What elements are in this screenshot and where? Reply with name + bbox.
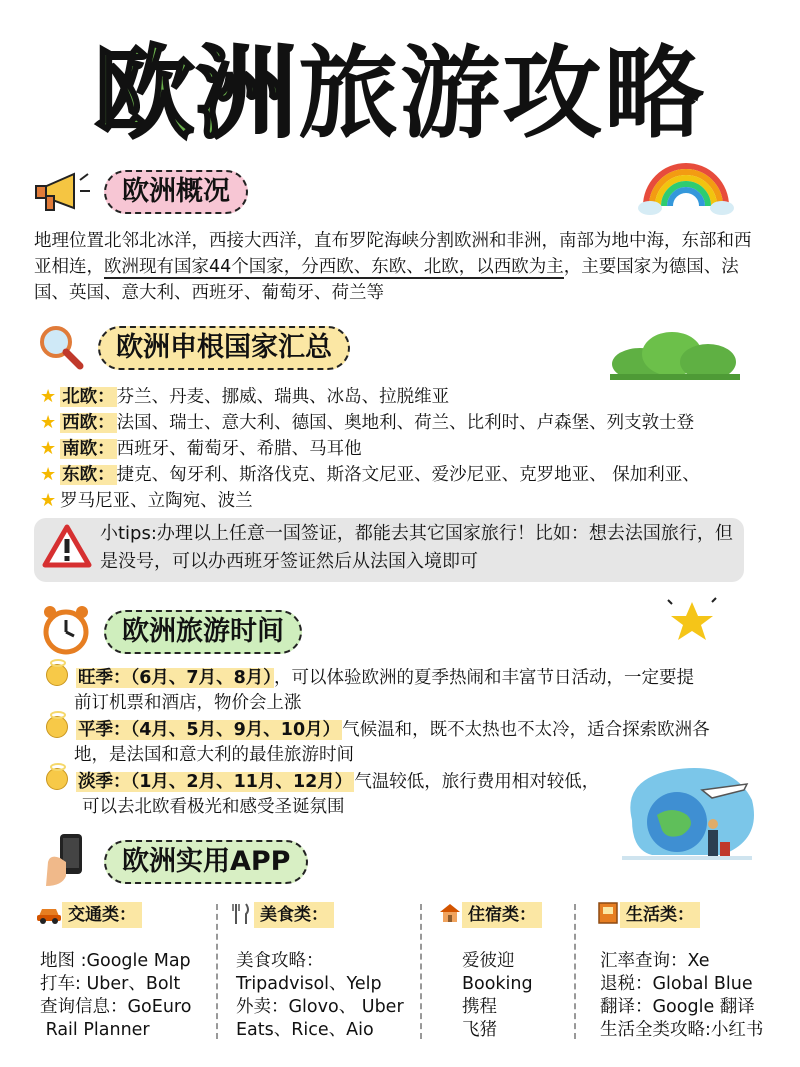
page-title bbox=[0, 20, 800, 150]
star-icon: ★ bbox=[40, 438, 57, 459]
app-line: Rail Planner bbox=[40, 1020, 150, 1040]
schengen-row bbox=[40, 384, 449, 410]
smiley-icon bbox=[46, 768, 68, 790]
app-line: 携程 bbox=[462, 997, 497, 1017]
app-category-life: 生活类： bbox=[620, 902, 700, 928]
season-label: 旺季：（6月、7月、8月） bbox=[78, 668, 273, 688]
schengen-row bbox=[40, 410, 694, 436]
schengen-heading: 欧洲申根国家汇总 bbox=[98, 326, 350, 370]
app-line: 生活全类攻略:小红书 bbox=[600, 1020, 764, 1040]
column-divider bbox=[420, 904, 422, 1039]
app-line: 飞猪 bbox=[462, 1020, 497, 1040]
column-divider bbox=[574, 904, 576, 1039]
app-line: Eats、Rice、Aio bbox=[236, 1020, 374, 1040]
region-label: 东欧： bbox=[62, 465, 115, 485]
app-line: 汇率查询：Xe bbox=[600, 951, 710, 971]
region-countries: 西班牙、葡萄牙、希腊、马耳他 bbox=[116, 439, 362, 459]
season-peak bbox=[46, 664, 694, 691]
season-low-cont: 可以去北欧看极光和感受圣诞氛围 bbox=[82, 797, 345, 817]
apps-heading: 欧洲实用APP bbox=[104, 840, 308, 884]
sun-icon bbox=[664, 596, 720, 652]
app-category-transport: 交通类： bbox=[62, 902, 142, 928]
globe-airplane-icon bbox=[612, 760, 762, 874]
warning-icon bbox=[42, 524, 92, 572]
season-peak-cont: 前订机票和酒店，物价会上涨 bbox=[74, 693, 302, 713]
app-line: Booking bbox=[462, 974, 533, 994]
region-label: 北欧： bbox=[62, 387, 115, 407]
title-black: 旅游攻略 bbox=[298, 35, 706, 152]
app-line: 退税：Global Blue bbox=[600, 974, 753, 994]
cutlery-icon bbox=[230, 902, 252, 930]
app-line: 美食攻略： bbox=[236, 951, 324, 971]
book-icon bbox=[596, 900, 620, 930]
house-icon bbox=[438, 902, 462, 928]
season-label: 平季：（4月、5月、9月、10月） bbox=[78, 720, 341, 740]
season-shoulder-cont: 地，是法国和意大利的最佳旅游时间 bbox=[74, 745, 354, 765]
season-text: ，可以体验欧洲的夏季热闹和丰富节日活动，一定要提 bbox=[274, 668, 695, 688]
overview-text-post: ，主要国家为德国、法国、英国、意大利、西班牙、葡萄牙、荷兰等 bbox=[34, 257, 739, 303]
overview-text-pre: 地理位置北邻北冰洋，西接大西洋，直布罗陀海峡分割欧洲和非洲，南部为地中海，东部和西亚相连， bbox=[34, 231, 752, 277]
megaphone-icon bbox=[34, 168, 94, 222]
tips-text: 小tips:办理以上任意一国签证，都能去其它国家旅行！比如：想去法国旅行，但是没号，可以办西班牙签证然后从法国入境即可 bbox=[100, 523, 733, 572]
region-label: 西欧： bbox=[62, 413, 115, 433]
season-low bbox=[46, 768, 599, 795]
car-icon bbox=[36, 904, 62, 928]
region-countries: 捷克、匈牙利、斯洛伐克、斯洛文尼亚、爱沙尼亚、克罗地亚、 保加利亚、 bbox=[116, 465, 700, 485]
star-icon: ★ bbox=[40, 386, 57, 407]
bush-icon bbox=[610, 326, 740, 385]
star-icon: ★ bbox=[40, 412, 57, 433]
overview-text-emphasis: 欧洲现有国家44个国家，分西欧、东欧、北欧，以西欧为主 bbox=[104, 257, 564, 277]
app-line: 外卖：Glovo、 Uber bbox=[236, 997, 404, 1017]
region-countries: 芬兰、丹麦、挪威、瑞典、冰岛、拉脱维亚 bbox=[116, 387, 450, 407]
star-icon: ★ bbox=[40, 490, 57, 511]
season-shoulder bbox=[46, 716, 710, 743]
title-green: 欧洲 bbox=[94, 35, 298, 152]
app-line: Tripadvisol、Yelp bbox=[236, 974, 382, 994]
overview-heading: 欧洲概况 bbox=[104, 170, 248, 214]
magnifier-icon bbox=[36, 322, 86, 376]
app-category-lodging: 住宿类： bbox=[462, 902, 542, 928]
schengen-row bbox=[40, 488, 253, 514]
season-heading: 欧洲旅游时间 bbox=[104, 610, 302, 654]
smiley-icon bbox=[46, 716, 68, 738]
season-text: 气候温和，既不太热也不太冷，适合探索欧洲各 bbox=[342, 720, 710, 740]
season-label: 淡季：（1月、2月、11月、12月） bbox=[78, 772, 353, 792]
star-icon: ★ bbox=[40, 464, 57, 485]
rainbow-icon bbox=[636, 156, 736, 220]
alarm-clock-icon bbox=[40, 604, 92, 660]
schengen-row bbox=[40, 462, 700, 488]
app-line: 爱彼迎 bbox=[462, 951, 515, 971]
season-text: 气温较低，旅行费用相对较低， bbox=[354, 772, 600, 792]
app-line: 地图 :Google Map bbox=[40, 951, 191, 971]
schengen-row bbox=[40, 436, 362, 462]
app-line: 打车: Uber、Bolt bbox=[40, 974, 181, 994]
column-divider bbox=[216, 904, 218, 1039]
app-line: 翻译：Google 翻译 bbox=[600, 997, 755, 1017]
region-countries: 罗马尼亚、立陶宛、波兰 bbox=[60, 491, 253, 511]
smiley-icon bbox=[46, 664, 68, 686]
overview-text bbox=[34, 228, 754, 306]
app-line: 查询信息：GoEuro bbox=[40, 997, 192, 1017]
region-countries: 法国、瑞士、意大利、德国、奥地利、荷兰、比利时、卢森堡、列支敦士登 bbox=[116, 413, 695, 433]
region-label: 南欧： bbox=[62, 439, 115, 459]
app-category-food: 美食类： bbox=[254, 902, 334, 928]
phone-hand-icon bbox=[42, 832, 92, 892]
